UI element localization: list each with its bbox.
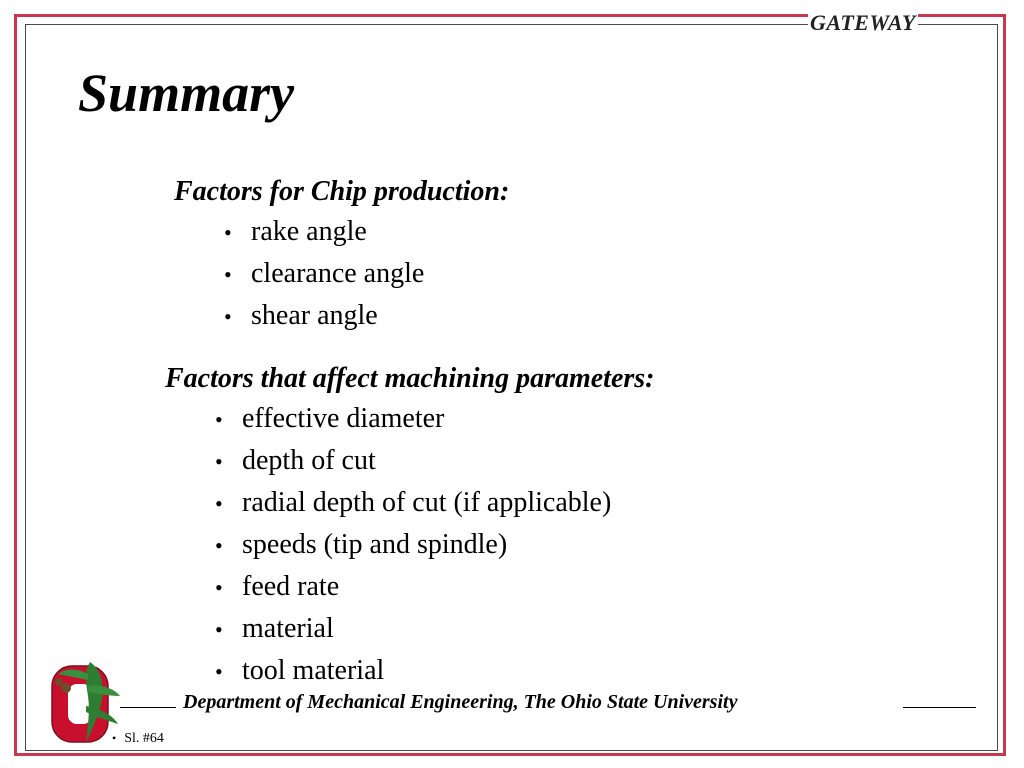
- bullet-icon: •: [215, 575, 223, 600]
- bullet-icon: •: [215, 659, 223, 684]
- list-item: • feed rate: [215, 566, 611, 608]
- list-item: • rake angle: [224, 211, 424, 253]
- bullet-icon: •: [224, 262, 232, 287]
- footer-department: Department of Mechanical Engineering, The Ohio State University: [183, 691, 738, 713]
- list-item: • depth of cut: [215, 440, 611, 482]
- section-heading-chip-production: Factors for Chip production:: [174, 176, 510, 207]
- slide-number: • Sl. #64: [112, 731, 164, 746]
- bullet-icon: •: [215, 617, 223, 642]
- section-heading-machining-parameters: Factors that affect machining parameters:: [165, 363, 655, 394]
- bullet-icon: •: [215, 533, 223, 558]
- list-item: • tool material: [215, 650, 611, 692]
- list-item: • clearance angle: [224, 253, 424, 295]
- footer-rule-left: [120, 707, 176, 708]
- bullet-icon: •: [215, 491, 223, 516]
- chip-production-list: [224, 211, 424, 337]
- list-item: • speeds (tip and spindle): [215, 524, 611, 566]
- bullet-icon: •: [224, 304, 232, 329]
- bullet-icon: •: [112, 731, 117, 745]
- list-item: • radial depth of cut (if applicable): [215, 482, 611, 524]
- footer-rule-right: [903, 707, 976, 708]
- ohio-state-logo-icon: [44, 656, 122, 748]
- list-item: • shear angle: [224, 295, 424, 337]
- machining-parameters-list: [215, 398, 611, 692]
- bullet-icon: •: [215, 407, 223, 432]
- bullet-icon: •: [224, 220, 232, 245]
- slide-title: Summary: [78, 63, 295, 123]
- list-item: • effective diameter: [215, 398, 611, 440]
- gateway-brand: GATEWAY: [810, 10, 916, 35]
- list-item: • material: [215, 608, 611, 650]
- bullet-icon: •: [215, 449, 223, 474]
